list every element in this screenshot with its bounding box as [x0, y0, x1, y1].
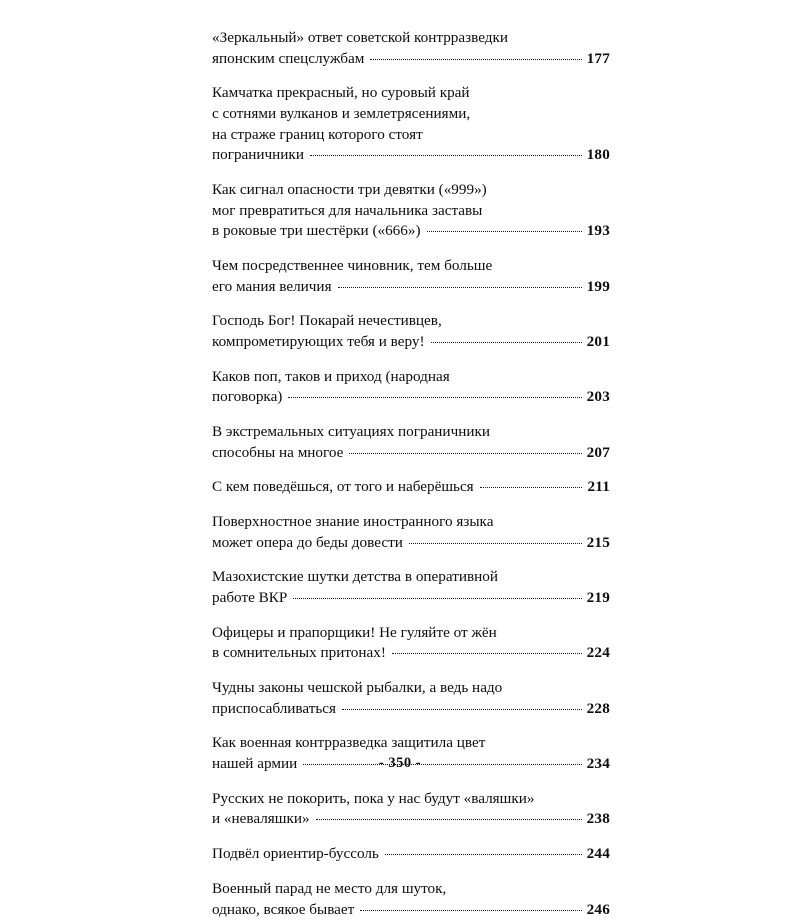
toc-entry-last-line — [212, 588, 610, 609]
toc-entry[interactable] — [212, 256, 610, 297]
toc-entry[interactable] — [212, 28, 610, 69]
toc-leader-dots — [480, 476, 583, 488]
toc-entry-title: нашей армии — [212, 754, 297, 775]
toc-leader-dots — [349, 441, 581, 453]
toc-leader-dots — [370, 47, 581, 59]
toc-entry[interactable] — [212, 512, 610, 553]
toc-page-number: 224 — [587, 643, 610, 664]
toc-entry-last-line — [212, 443, 610, 464]
toc-entry-last-line — [212, 277, 610, 298]
toc-entry-title: Подвёл ориентир-буссоль — [212, 844, 379, 865]
toc-entry-last-line — [212, 533, 610, 554]
toc-entry[interactable] — [212, 623, 610, 664]
toc-entry-line: Военный парад не место для шуток, — [212, 879, 610, 900]
toc-entry-line: Офицеры и прапорщики! Не гуляйте от жён — [212, 623, 610, 644]
toc-entry-title: однако, всякое бывает — [212, 900, 354, 920]
toc-entry-title: его мания величия — [212, 277, 332, 298]
toc-entry-last-line — [212, 900, 610, 920]
toc-entry[interactable] — [212, 879, 610, 920]
toc-page-number: 234 — [587, 754, 610, 775]
toc-leader-dots — [392, 642, 582, 654]
toc-entry-title: японским спецслужбам — [212, 49, 364, 70]
toc-entry-line: Чудны законы чешской рыбалки, а ведь надо — [212, 678, 610, 699]
toc-entry[interactable] — [212, 844, 610, 865]
toc-leader-dots — [288, 386, 581, 398]
toc-entry[interactable] — [212, 477, 610, 498]
toc-entry-line: Как сигнал опасности три девятки («999») — [212, 180, 610, 201]
toc-entry-line: Камчатка прекрасный, но суровый край — [212, 83, 610, 104]
toc-page-number: 211 — [587, 477, 610, 498]
toc-entry-title: работе ВКР — [212, 588, 287, 609]
toc-entry[interactable] — [212, 422, 610, 463]
toc-entry-line: Господь Бог! Покарай нечестивцев, — [212, 311, 610, 332]
toc-entry-last-line — [212, 221, 610, 242]
toc-entry-title: способны на многое — [212, 443, 343, 464]
toc-entry[interactable] — [212, 180, 610, 242]
toc-entry-last-line — [212, 49, 610, 70]
toc-entry-line: Поверхностное знание иностранного языка — [212, 512, 610, 533]
toc-leader-dots — [338, 275, 582, 287]
toc-entry-line: с сотнями вулканов и землетрясениями, — [212, 104, 610, 125]
toc-page-number: 203 — [587, 387, 610, 408]
toc-entry-title: пограничники — [212, 145, 304, 166]
toc-entry-title: в сомнительных притонах! — [212, 643, 386, 664]
toc-leader-dots — [293, 587, 581, 599]
toc-entry-line: мог превратиться для начальника заставы — [212, 201, 610, 222]
toc-entry-title: может опера до беды довести — [212, 533, 403, 554]
page-folio: - 350 - — [0, 755, 800, 772]
toc-entry-title: поговорка) — [212, 387, 282, 408]
toc-entry-title: компрометирующих тебя и веру! — [212, 332, 425, 353]
toc-entry-last-line — [212, 809, 610, 830]
toc-page-number: 215 — [587, 533, 610, 554]
toc-page-number: 177 — [587, 49, 610, 70]
toc-page-number: 201 — [587, 332, 610, 353]
toc-entry-last-line — [212, 699, 610, 720]
toc-entry-last-line — [212, 332, 610, 353]
toc-leader-dots — [427, 220, 582, 232]
toc-entry-last-line — [212, 387, 610, 408]
toc-entry-last-line — [212, 844, 610, 865]
toc-entry-last-line — [212, 145, 610, 166]
toc-entry-last-line — [212, 643, 610, 664]
toc-leader-dots — [342, 697, 582, 709]
toc-entry-line: на страже границ которого стоят — [212, 125, 610, 146]
toc-entry-line: Мазохистские шутки детства в оперативной — [212, 567, 610, 588]
toc-page-number: 193 — [587, 221, 610, 242]
toc-entry-line: Русских не покорить, пока у нас будут «валяшки» — [212, 789, 610, 810]
toc-entry-line: В экстремальных ситуациях пограничники — [212, 422, 610, 443]
toc-page-number: 180 — [587, 145, 610, 166]
toc-page-number: 219 — [587, 588, 610, 609]
toc-entry-title: в роковые три шестёрки («666») — [212, 221, 421, 242]
toc-leader-dots — [360, 898, 581, 910]
toc-entry-line: Чем посредственнее чиновник, тем больше — [212, 256, 610, 277]
toc-entry-line: Каков поп, таков и приход (народная — [212, 367, 610, 388]
toc-entry[interactable] — [212, 567, 610, 608]
toc-entry[interactable] — [212, 311, 610, 352]
toc-leader-dots — [385, 843, 582, 855]
toc-leader-dots — [431, 331, 582, 343]
toc-entry-last-line — [212, 477, 610, 498]
toc-entry-title: приспосабливаться — [212, 699, 336, 720]
toc-entry[interactable] — [212, 83, 610, 166]
toc-entry[interactable] — [212, 367, 610, 408]
toc-leader-dots — [316, 808, 582, 820]
toc-page-number: 246 — [587, 900, 610, 920]
toc-entry[interactable] — [212, 678, 610, 719]
toc-page-number: 244 — [587, 844, 610, 865]
toc-entry-line: «Зеркальный» ответ советской контрразведки — [212, 28, 610, 49]
toc-leader-dots — [310, 144, 582, 156]
toc-entry-line: Как военная контрразведка защитила цвет — [212, 733, 610, 754]
toc-entry-title: и «неваляшки» — [212, 809, 310, 830]
toc-leader-dots — [409, 531, 582, 543]
toc-page-number: 238 — [587, 809, 610, 830]
table-of-contents — [212, 28, 610, 920]
toc-page-number: 199 — [587, 277, 610, 298]
toc-page-number: 228 — [587, 699, 610, 720]
toc-entry-title: С кем поведёшься, от того и наберёшься — [212, 477, 474, 498]
toc-page-number: 207 — [587, 443, 610, 464]
toc-entry[interactable] — [212, 789, 610, 830]
